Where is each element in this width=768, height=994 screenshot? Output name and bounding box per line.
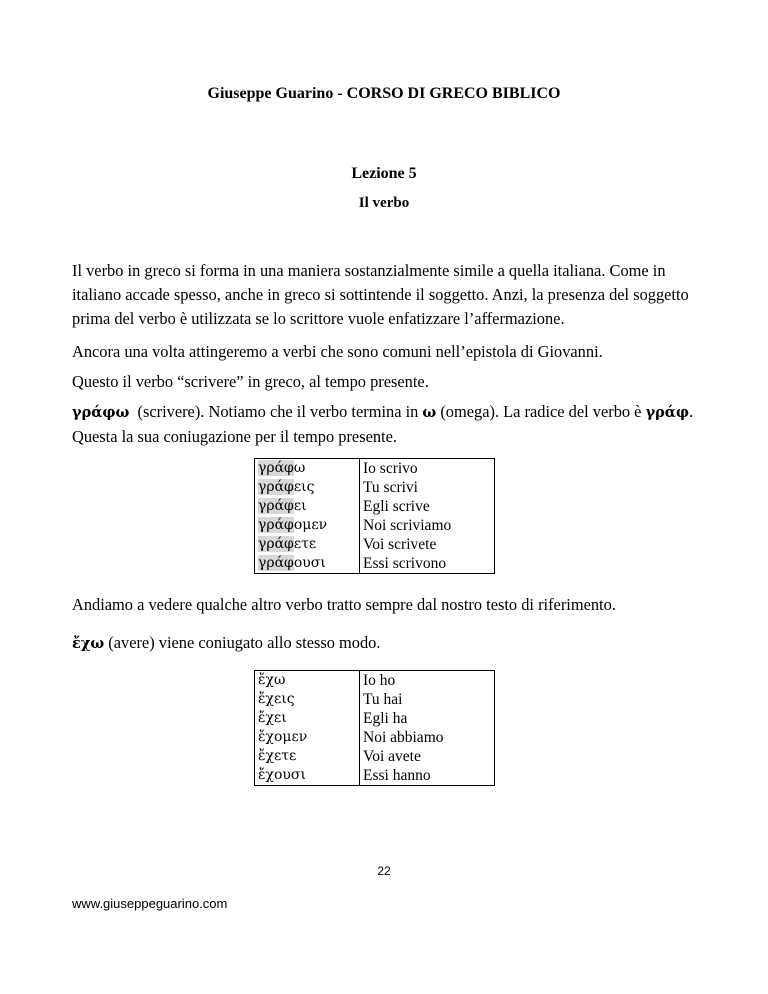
footer-url[interactable]: www.giuseppeguarino.com (72, 896, 228, 911)
paragraph-epistle: Ancora una volta attingeremo a verbi che sono comuni nell’epistola di Giovanni. (72, 342, 603, 361)
greek-form: γράφουσι (258, 555, 326, 571)
text-segment: (scrivere). Notiamo che il verbo termina in (129, 402, 423, 421)
greek-form: ἔχω (258, 672, 286, 688)
conjugation-table-grafo (254, 458, 495, 574)
text-segment: (omega). La radice del verbo è (436, 402, 646, 421)
italian-form: Essi scrivono (363, 555, 447, 572)
greek-form: ἔχουσι (258, 767, 306, 783)
italian-form: Essi hanno (363, 767, 431, 784)
greek-form: γράφετε (258, 536, 317, 552)
greek-forms-column (255, 459, 360, 574)
italian-form: Noi abbiamo (363, 729, 444, 746)
text-segment: (avere) viene coniugato allo stesso modo. (104, 633, 381, 652)
greek-form: γράφεις (258, 479, 315, 495)
lesson-number: Lezione 5 (351, 165, 417, 182)
greek-form: γράφω (258, 460, 306, 476)
italian-form: Noi scriviamo (363, 517, 452, 534)
greek-form: ἔχομεν (258, 729, 308, 745)
intro-paragraph: Il verbo in greco si forma in una maniera sostanzialmente simile a quella italiana. Come in italiano accade spesso, anche in greco si sottintende il soggetto. Anzi, la presenza del soggetto prima del verbo è utilizzata se lo scrittore vuole enfatizzare l’affermazione. (72, 261, 689, 328)
greek-form: ἔχετε (258, 748, 297, 764)
greek-forms-column (255, 671, 360, 786)
italian-form: Egli scrive (363, 498, 430, 515)
text-segment: . Questa la sua coniugazione per il tempo presente. (72, 402, 694, 446)
paragraph-other-verbs: Andiamo a vedere qualche altro verbo tratto sempre dal nostro testo di riferimento. (72, 595, 616, 614)
conjugation-table-echo (254, 670, 495, 786)
italian-form: Io ho (363, 672, 396, 689)
greek-root: γράφ (645, 404, 690, 421)
greek-verb-grafo: γράφω (72, 404, 130, 421)
paragraph-echo (72, 631, 697, 656)
greek-verb-echo: ἔχω (72, 635, 105, 652)
italian-forms-column (360, 671, 495, 786)
italian-form: Tu hai (363, 691, 403, 708)
greek-omega: ω (422, 404, 437, 421)
italian-form: Io scrivo (363, 460, 418, 477)
greek-form: ἔχει (258, 710, 287, 726)
paragraph-verb-intro: Questo il verbo “scrivere” in greco, al tempo presente. (72, 372, 429, 391)
lesson-title: Il verbo (358, 195, 410, 211)
greek-form: γράφει (258, 498, 307, 514)
greek-form: γράφομεν (258, 517, 328, 533)
page-number: 22 (377, 864, 391, 878)
page-header: Giuseppe Guarino - CORSO DI GRECO BIBLICO (207, 85, 561, 102)
italian-form: Voi avete (363, 748, 421, 765)
italian-form: Tu scrivi (363, 479, 418, 496)
italian-forms-column (360, 459, 495, 574)
greek-form: ἔχεις (258, 691, 295, 707)
italian-form: Voi scrivete (363, 536, 437, 553)
paragraph-grafo (72, 400, 697, 449)
italian-form: Egli ha (363, 710, 408, 727)
